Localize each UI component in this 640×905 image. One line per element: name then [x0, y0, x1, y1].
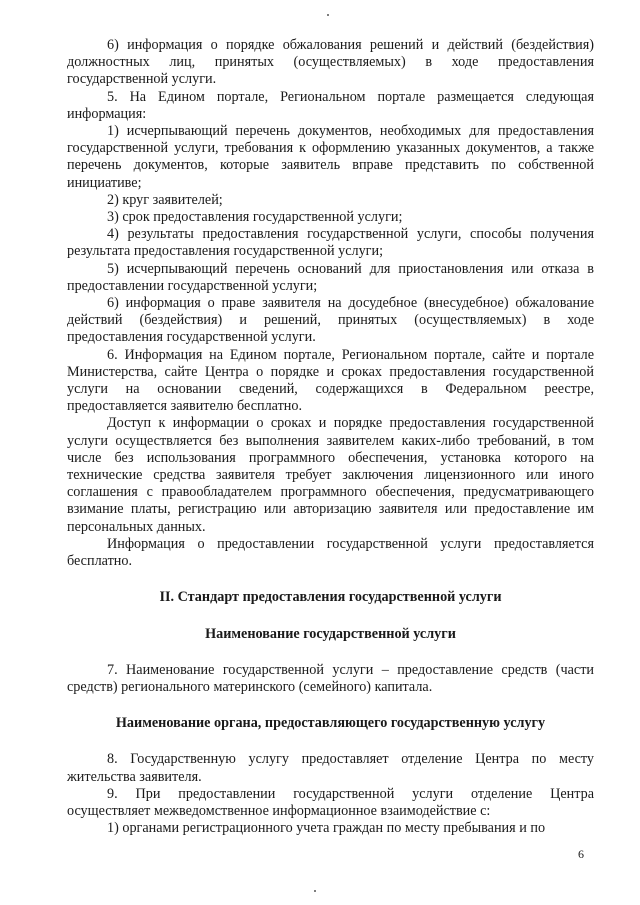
page-number: 6 — [578, 847, 584, 861]
paragraph: 6) информация о праве заявителя на досудебное (внесудебное) обжалование действий (бездействия) и решений, принятых (осуществляемых) в ходе предоставления государственной услуги. — [67, 295, 594, 346]
paragraph: 9. При предоставлении государственной услуги отделение Центра осуществляет межведомственное информационное взаимодействие с: — [67, 785, 594, 819]
paragraph: Информация о предоставлении государственной услуги предоставляется бесплатно. — [67, 535, 594, 570]
paragraph: 7. Наименование государственной услуги – предоставление средств (части средств) регионального материнского (семейного) капитала. — [67, 661, 594, 695]
scan-speck — [314, 890, 316, 892]
section-title: II. Стандарт предоставления государственной услуги — [159, 589, 502, 606]
document-body — [67, 37, 594, 837]
scan-speck — [327, 14, 329, 16]
paragraph: Доступ к информации о сроках и порядке предоставления государственной услуги осуществляется без выполнения заявителем каких-либо требований, в том числе без использования программного обеспечения, установка которого на технические средства заявителя требует заключения лицензионного или иного соглашения с правообладателем программного обеспечения, предусматривающего взимание платы, регистрацию или авторизацию заявителя или предоставление им персональных данных. — [67, 415, 594, 535]
paragraph: 5. На Едином портале, Региональном портале размещается следующая информация: — [67, 88, 594, 122]
subheading-service-name: Наименование государственной услуги — [205, 625, 456, 642]
paragraph: 1) исчерпывающий перечень документов, необходимых для предоставления государственной услуги, требования к оформлению указанных документов, а также перечень документов, которые заявитель вправе представить по собственной инициативе; — [67, 123, 594, 191]
paragraph: 6) информация о порядке обжалования решений и действий (бездействия) должностных лиц, принятых (осуществляемых) в ходе предоставления государственной услуги. — [67, 37, 594, 88]
paragraph: 5) исчерпывающий перечень оснований для приостановления или отказа в предоставлении государственной услуги; — [67, 260, 594, 294]
paragraph: 3) срок предоставления государственной услуги; — [107, 209, 403, 226]
paragraph: 6. Информация на Едином портале, Региональном портале, сайте и портале Министерства, сайте Центра о порядке и сроках предоставления государственной услуги на основании сведений, содержащихся в Федеральном реестре, предоставляется заявителю бесплатно. — [67, 346, 594, 415]
paragraph: 8. Государственную услугу предоставляет отделение Центра по месту жительства заявителя. — [67, 751, 594, 785]
paragraph: 2) круг заявителей; — [107, 191, 223, 208]
paragraph: 4) результаты предоставления государственной услуги, способы получения результата предоставления государственной услуги; — [67, 226, 594, 260]
subheading-authority: Наименование органа, предоставляющего государственную услугу — [115, 715, 546, 732]
paragraph: 1) органами регистрационного учета граждан по месту пребывания и по — [107, 820, 546, 837]
